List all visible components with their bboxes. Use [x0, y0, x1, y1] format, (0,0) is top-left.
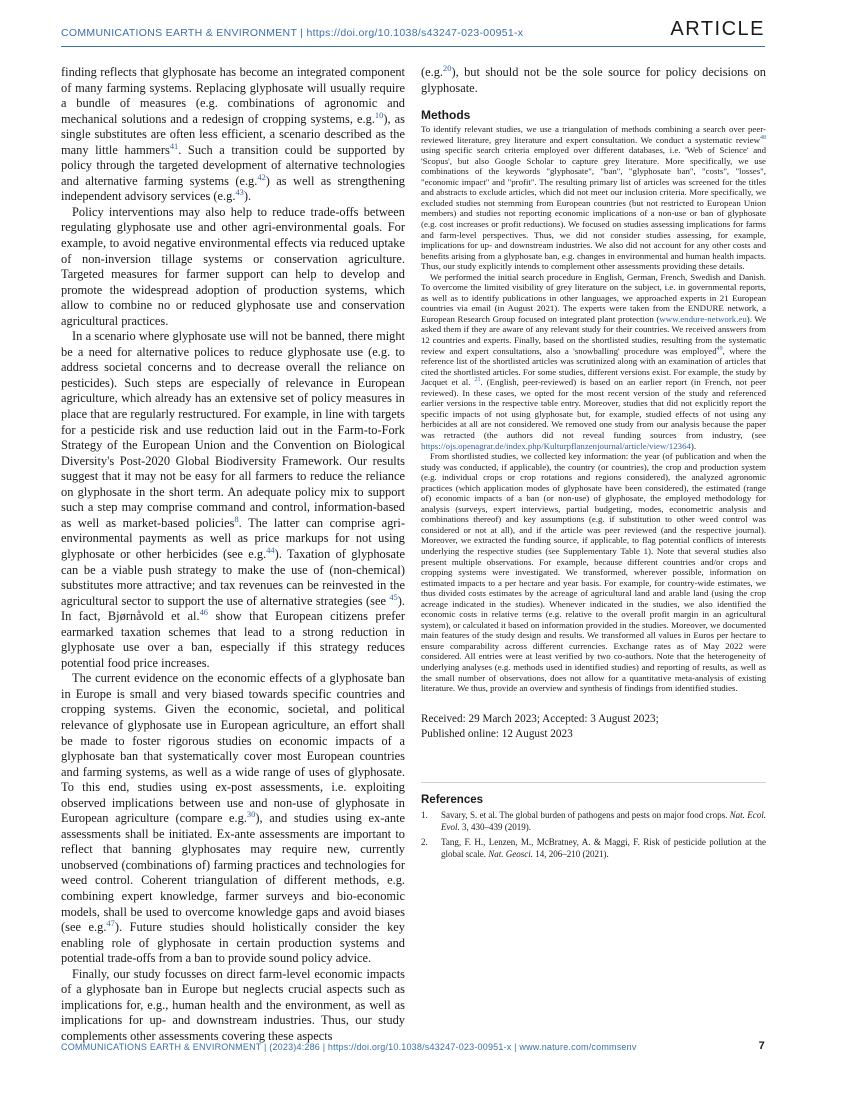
right-column — [421, 62, 767, 863]
citation-link[interactable]: 46 — [199, 607, 209, 618]
citation-link[interactable]: 20 — [443, 62, 452, 73]
page-number: 7 — [758, 1040, 765, 1052]
citation-link[interactable]: 30 — [246, 809, 256, 820]
header-divider — [61, 46, 765, 47]
references-heading: References — [421, 793, 484, 806]
citation-link[interactable]: 47 — [106, 917, 115, 928]
published-date: Published online: 12 August 2023 — [421, 727, 573, 740]
paragraph: The current evidence on the economic effects of a glyphosate ban in Europe is small and very biased towards specific countries and cropping systems. Given the economic, societal, and political relevance of glyphosate use in European agriculture, an effort shall be made to foster rigorous studies on economic impacts of a glyphosate ban that systematically cover most European countries and farming systems, as well as a wide range of uses of glyphosate. To this end, studies using ex-post assessments, i.e. exploiting observed implications between use and non-use of glyphosate in European agriculture (compare e.g.$^{30}$), and studies using ex-ante assessments shall be initiated. Ex-ante assessments are important to reflect that banning glyphosates may require new, currently unobserved (combinations of) farming practices and technologies for weed control. Coherent triangulation of different methods, e.g. combining expert knowledge, farmer surveys and bio-economic models, shall be used to overcome knowledge gaps and avoid biases (see e.g.$^{47}$). Future studies should holistically consider the key enabling role of glyphosate in certain production systems and potential trade-offs from a ban to provide sound policy advice. — [61, 671, 405, 966]
paragraph: Policy interventions may also help to reduce trade-offs between regulating glyphosate use and other agri-environmental goals. For example, to avoid negative environmental effects via reduced uptake of non-inversion tillage systems or conservation agriculture. Targeted measures for farmer support can help to develop and promote the widespread adoption of production systems, which allow to combine no or reduced glyphosate use and conservation agricultural practices. — [61, 204, 405, 328]
citation-link[interactable]: 43 — [235, 187, 244, 198]
page-header — [61, 18, 765, 48]
methods-section — [421, 124, 766, 694]
article-type-label: ARTICLE — [670, 18, 765, 40]
citation-link[interactable]: 41 — [169, 140, 179, 151]
citation-link[interactable]: 45 — [389, 591, 398, 602]
paragraph: Finally, our study focusses on direct farm-level economic impacts of a glyphosate ban in Europe but neglects crucial aspects such as implications for, e.g., human health and the environment, as well as implications for up- and downstream industries. Thus, our study complements other assessments covering these aspects — [61, 966, 405, 1043]
footer-citation: COMMUNICATIONS EARTH & ENVIRONMENT | (2023)4:286 | https://doi.org/10.1038/s43247-023-00951-x | www.nature.com/commsenv — [61, 1042, 637, 1052]
header-separator: | — [296, 27, 307, 39]
paragraph: finding reflects that glyphosate has become an integrated component of many farming systems. Replacing glyphosate will usually require a bundle of measures (e.g. combinations of agronomic and mechanical solutions and a redesign of cropping systems, e.g.$^{10}$), as single substitutes are often less efficient, a scenario described as the many little hammers$^{41}$. Such a transition could be supported by policy through the targeted development of alternative technologies and alternative farming systems (e.g.$^{42}$) as well as strengthening independent advisory services (e.g.$^{43}$). — [61, 65, 405, 204]
received-accepted-dates: Received: 29 March 2023; Accepted: 3 August 2023; — [421, 712, 659, 725]
endure-network-link[interactable]: www.endure-network.eu — [659, 313, 747, 324]
page-footer — [61, 1042, 765, 1052]
paragraph: To identify relevant studies, we use a triangulation of methods combining a search over peer-reviewed literature, grey literature and expert consultation. We conduct a systematic review$^{48}$ using specific search criteria employed over different databases, i.e. 'Web of Science' and 'Scopus', but also Google Scholar to capture grey literature. More specifically, we use combinations of the keywords "glyphosate", "ban", "glyphosate ban", "costs", "losses", "economic impact" and "profit". The resulting primary list of articles was screened for the titles and abstracts to exclude articles, which did not meet our inclusion criteria. More specifically, we excluded studies not stemming from European countries (but not restricted to European Union members) and studies not reporting economic implications of a non-use or ban of glyphosate (e.g. cost increases or profit reductions). We focused on studies assessing implications for farms and farm-level perspectives. Thus, we did not consider studies assessing, for example, implications for up- and downstream industries. We also did not account for any other costs and benefits arising from a glyphosate ban, e.g. changes in environmental and human health impacts. Thus, our study explicitly intends to complement other assessments providing these details. — [421, 124, 766, 272]
paragraph: We performed the initial search procedure in English, German, French, Swedish and Danish. To overcome the limited visibility of grey literature on the subject, i.e. in governmental reports, as well as to identify publications in other languages, we approached experts in 21 European countries via email (in August 2021). The experts were taken from the ENDURE network, a European Research Group focused on integrated plant protection (www.endure-network.eu). We asked them if they are aware of any relevant study for their countries. We received answers from 12 countries and experts. Finally, based on the shortlisted studies, resulting from the systematic review and expert consultations, also a 'snowballing' procedure was employed$^{49}$, where the reference list of the shortlisted articles was scrutinized along with an examination of articles that cited the shortlisted articles. For some studies, different versions exist. For example, the study by Jacquet et al. $^{21}$. (English, peer-reviewed) is based on an earlier report (in French, not peer reviewed). In these cases, we opted for the most recent version of the study and referenced earlier versions in the respective table entry. Moreover, studies that did not explicitly report the specific impacts of not using glyphosate but, for example, studied effects of not using any herbicides at all are not considered. We removed one study from our analysis because the paper was retracted (the authors did not reveal funding sources from industry, (see https://ojs.openagrar.de/index.php/Kulturpflanzenjournal/article/view/12364). — [421, 271, 767, 451]
references-list — [421, 809, 766, 860]
citation-link[interactable]: 8 — [234, 513, 239, 524]
methods-heading: Methods — [421, 108, 471, 123]
paragraph: (e.g.$^{20}$), but should not be the sole source for policy decisions on glyphosate. — [421, 62, 766, 95]
citation-link[interactable]: 21 — [474, 377, 481, 384]
citation-link[interactable]: 42 — [257, 171, 266, 182]
paragraph: In a scenario where glyphosate use will not be banned, there might be a need for alternative polices to reduce glyphosate use (e.g. to address societal concerns and to decrease overall the reliance on pesticides). Such steps are especially of relevance in European agriculture, which already has an extensive set of policy measures in place that are regularly restructured. For example, in line with targets for a pesticide risk and use reduction laid out in the Farm-to-Fork Strategy of the European Union and the Convention on Biological Diversity's Post-2020 Global Biodiversity Framework. Our results suggest that it may not be easy for all farmers to reduce the reliance on glyphosate in the short term. An adequate policy mix to support such a step may comprise command and control, information-based as well as market-based policies$^8$. The latter can comprise agri-environmental payments as well as price markups for not using glyphosate or other herbicides (see e.g.$^{44}$). Taxation of glyphosate can be a viable push strategy to make the use of (non-chemical) substitutes more attractive; and tax revenues can be reinvested in the agricultural sector to support the use of alternative strategies (see $^{45}$). In fact, Bjørnåvold et al.$^{46}$ show that European citizens prefer earmarked taxation schemes that lead to a strong reduction in glyphosate use over a ban, especially if this strategy reduces potential food price increases. — [61, 329, 405, 670]
citation-link[interactable]: 48 — [760, 134, 766, 141]
citation-link[interactable]: 49 — [716, 345, 723, 352]
doi-link[interactable]: https://doi.org/10.1038/s43247-023-00951-x — [306, 27, 524, 39]
retracted-paper-link[interactable]: https://ojs.openagrar.de/index.php/Kulturpflanzenjournal/article/view/12364 — [421, 440, 691, 451]
divider — [421, 782, 766, 783]
left-column — [61, 65, 405, 1044]
journal-name: COMMUNICATIONS EARTH & ENVIRONMENT — [61, 27, 297, 39]
reference-item: 1. Savary, S. et al. The global burden of pathogens and pests on major food crops. Nat. Ecol. Evol. 3, 430–439 (2019). — [421, 809, 766, 832]
citation-link[interactable]: 10 — [374, 109, 384, 120]
paragraph: From shortlisted studies, we collected key information: the year (of publication and when the study was conducted, if applicable), the country (or countries), the crop and production system (e.g. individual crops or crop rotations and regions considered), the analyzed agronomic practices (which application modes of glyphosate have been considered), the estimated (range of) economic impacts of a ban (or non-use) of glyphosate, the employed methodology for analysis (surveys, expert interviews, partial budgeting, modes, econometric analysis and combinations thereof) and key assumptions (e.g. if substitution to other weed control was considered or not at all), and if the article was peer reviewed (and the respective journal). Moreover, we extracted the funding source, if applicable, to flag potential conflicts of interests underlying the respective studies (see Supplementary Table 1). Note that several studies also present multiple observations. For example, because different countries and/or crops and cropping systems were investigated. We transformed, wherever possible, information on estimated impacts to a per hectare and year basis. For example, for country-wide estimates, we thus divided costs estimates by the acreage of agricultural land and arable land (using the crop acreage indicated in the studies). Whenever indicated in the studies, we also identified the economic costs in relative terms (e.g. relative to the overall profit margin in an agricultural system), or calculated it based on information provided in the studies. Moreover, we documented main features of the study design and results. We transformed all values in Euros per hectare to ensure comparability across different currencies. Exchange rates as of May 2022 were considered. All entries were at least verified by two co-authors. Note that the heterogeneity of underlying analyses (e.g. methods used in identified studies) and reporting of results, as well as the small number of observations, does not allow for a quantitative meta-analysis of existing literature. We thus, provide an overview and synthesis of findings from identified studies. — [421, 451, 766, 694]
reference-item: 2. Tang, F. H., Lenzen, M., McBratney, A. & Maggi, F. Risk of pesticide pollution at the global scale. Nat. Geosci. 14, 206–210 (2021). — [421, 836, 766, 859]
article-dates — [421, 712, 766, 742]
citation-link[interactable]: 44 — [266, 544, 275, 555]
